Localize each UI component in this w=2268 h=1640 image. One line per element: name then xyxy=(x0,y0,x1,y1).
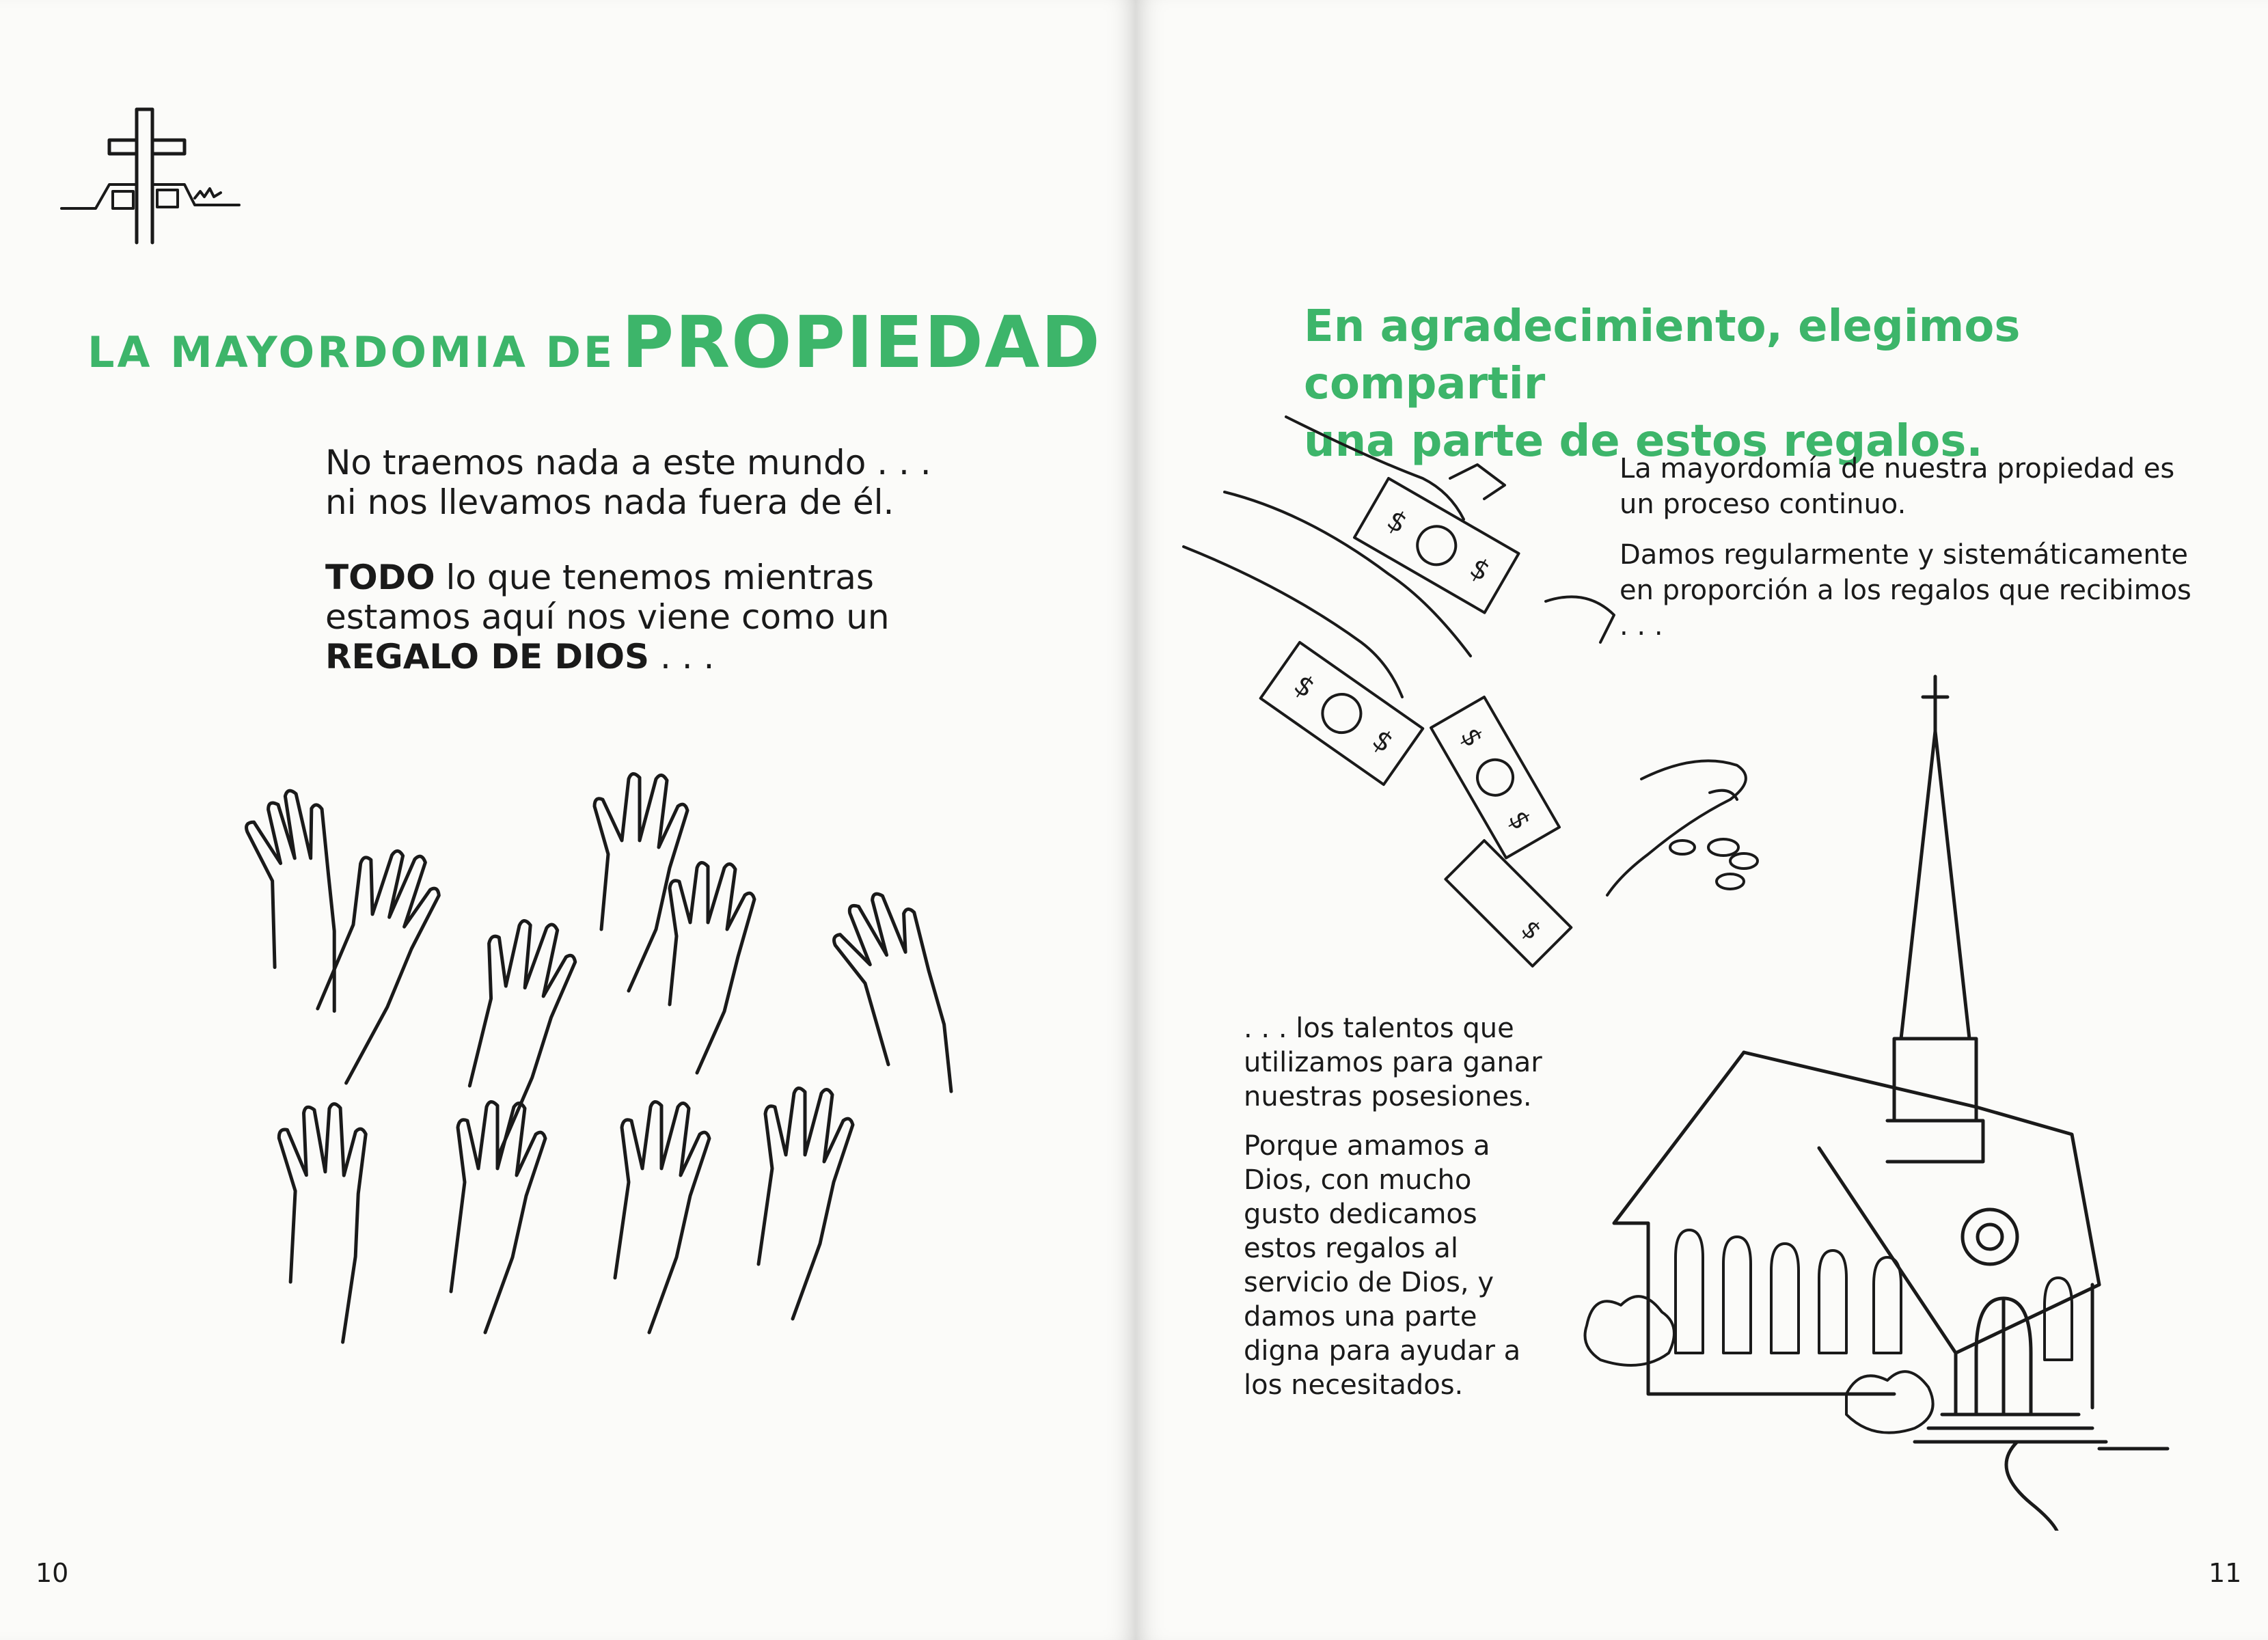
para1-line2: ni nos llevamos nada fuera de él. xyxy=(325,482,894,522)
dollar-sign-6: $ xyxy=(1502,805,1538,835)
para2-bold-todo: TODO xyxy=(325,558,435,597)
para1-line1: No traemos nada a este mundo . . . xyxy=(325,443,931,482)
title-prefix: LA MAYORDOMIA DE xyxy=(87,327,616,377)
page-number-left: 10 xyxy=(36,1558,69,1588)
headline-line-2: una parte de estos regalos. xyxy=(1304,416,1983,467)
cross-church-icon xyxy=(55,102,246,253)
block1-paragraph-2: Damos regularmente y sistemáticamente en proporción a los regalos que recibimos . . . xyxy=(1620,539,2191,642)
para2-bold-gift: REGALO DE DIOS xyxy=(325,637,650,676)
dollar-sign-2: $ xyxy=(1464,551,1496,588)
block1-paragraph-1: La mayordomía de nuestra propiedad es un proceso continuo. xyxy=(1620,453,2175,520)
intro-text xyxy=(325,443,995,712)
raised-hands-illustration xyxy=(191,758,1011,1408)
block2-paragraph-1: . . . los talentos que utilizamos para ganar nuestras posesiones. xyxy=(1244,1013,1542,1112)
para2-line1-rest: lo que tenemos mientras xyxy=(435,558,874,597)
page-number-right: 11 xyxy=(2209,1558,2242,1588)
dollar-sign-7: $ xyxy=(1515,914,1547,946)
paragraph-2 xyxy=(325,558,995,676)
dollar-sign-3: $ xyxy=(1288,668,1321,705)
page-title xyxy=(87,301,1102,384)
para2-ellipsis: . . . xyxy=(649,637,715,676)
paragraph-1 xyxy=(325,443,995,522)
dollar-sign-1: $ xyxy=(1381,504,1413,541)
block2-paragraph-2: Porque amamos a Dios, con mucho gusto dedicamos estos regalos al servicio de Dios, y damos una parte digna para ayudar a los necesitados. xyxy=(1244,1130,1521,1401)
dollar-sign-4: $ xyxy=(1366,723,1399,760)
title-emphasis: PROPIEDAD xyxy=(621,301,1102,384)
church-illustration xyxy=(1573,670,2243,1531)
right-text-block-2 xyxy=(1244,1011,1544,1417)
para2-line2: estamos aquí nos viene como un xyxy=(325,597,890,637)
right-page xyxy=(1136,0,2268,1640)
dollar-sign-5: $ xyxy=(1454,722,1490,752)
headline-line-1: En agradecimiento, elegimos compartir xyxy=(1304,301,2021,409)
